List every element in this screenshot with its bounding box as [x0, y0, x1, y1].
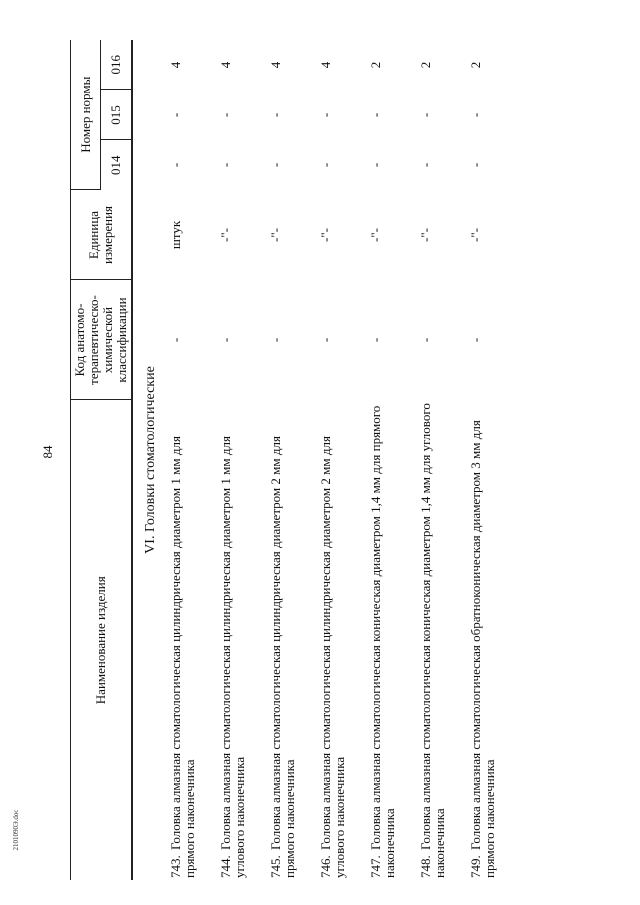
section-title: VI. Головки стоматологические	[143, 366, 158, 554]
table-row	[419, 40, 469, 880]
item-number: 749.	[468, 855, 483, 878]
page-number: 84	[40, 445, 55, 459]
item-name: Головка алмазная стоматологическая коническая диаметром 1,4 мм для прямого наконечника	[368, 405, 397, 878]
item-norm-014-cell: -	[468, 162, 483, 168]
item-name-cell	[219, 400, 269, 880]
table-row	[319, 40, 369, 880]
header-norm-014: 014	[101, 140, 132, 190]
item-norm-016-cell: 4	[168, 61, 183, 69]
norms-table	[70, 40, 519, 880]
item-norm-016-cell: 2	[368, 61, 383, 69]
item-unit-cell: -"-	[218, 228, 233, 242]
item-norm-015-cell: -	[268, 112, 283, 118]
item-number: 743.	[168, 855, 183, 878]
header-unit: Единица измерения	[71, 190, 133, 280]
item-atc-code-cell: -	[268, 337, 283, 343]
item-norm-014-cell: -	[218, 162, 233, 168]
item-name-cell	[469, 400, 519, 880]
item-norm-014-cell: -	[168, 162, 183, 168]
item-name: Головка алмазная стоматологическая цилиндрическая диаметром 2 мм для прямого наконечника	[268, 436, 297, 878]
item-norm-015-cell: -	[168, 112, 183, 118]
table-body	[132, 40, 519, 880]
item-name: Головка алмазная стоматологическая обратноконическая диаметром 3 мм для прямого наконечника	[468, 420, 497, 878]
table-row	[219, 40, 269, 880]
item-atc-code-cell: -	[468, 337, 483, 343]
item-norm-015-cell: -	[418, 112, 433, 118]
item-norm-016-cell: 2	[468, 61, 483, 69]
item-number: 746.	[318, 855, 333, 878]
header-norm-group: Номер нормы	[71, 40, 101, 190]
item-unit-cell: штук	[168, 220, 183, 250]
footer-doc-code: 2101090Э.doc	[12, 809, 20, 851]
table-row	[369, 40, 419, 880]
item-number: 744.	[218, 855, 233, 878]
item-atc-code-cell: -	[418, 337, 433, 343]
item-number: 747.	[368, 855, 383, 878]
item-name-cell	[319, 400, 369, 880]
item-norm-014-cell: -	[418, 162, 433, 168]
item-norm-015-cell: -	[468, 112, 483, 118]
table-row	[469, 40, 519, 880]
header-norm-016: 016	[101, 40, 132, 90]
item-name: Головка алмазная стоматологическая цилиндрическая диаметром 2 мм для углового наконечника	[318, 436, 347, 878]
section-row	[132, 40, 169, 880]
table-row	[169, 40, 219, 880]
item-norm-015-cell: -	[368, 112, 383, 118]
item-unit-cell: -"-	[318, 228, 333, 242]
item-atc-code-cell: -	[218, 337, 233, 343]
item-norm-016-cell: 4	[268, 61, 283, 69]
item-norm-016-cell: 2	[418, 61, 433, 69]
item-norm-015-cell: -	[318, 112, 333, 118]
item-norm-015-cell: -	[218, 112, 233, 118]
header-atc-code: Код анатомо-терапевтическо-химической классификации	[71, 280, 133, 400]
header-norm-015: 015	[101, 90, 132, 140]
item-norm-016-cell: 4	[218, 61, 233, 69]
item-name: Головка алмазная стоматологическая цилиндрическая диаметром 1 мм для углового наконечника	[218, 436, 247, 878]
item-atc-code-cell: -	[368, 337, 383, 343]
item-unit-cell: -"-	[418, 228, 433, 242]
item-name-cell	[419, 400, 469, 880]
item-name-cell	[269, 400, 319, 880]
item-unit-cell: -"-	[268, 228, 283, 242]
item-atc-code-cell: -	[168, 337, 183, 343]
item-unit-cell: -"-	[468, 228, 483, 242]
item-number: 748.	[418, 855, 433, 878]
item-norm-014-cell: -	[318, 162, 333, 168]
item-atc-code-cell: -	[318, 337, 333, 343]
table-row	[269, 40, 319, 880]
item-norm-014-cell: -	[268, 162, 283, 168]
rotated-sheet	[70, 40, 570, 880]
item-number: 745.	[268, 855, 283, 878]
item-name-cell	[369, 400, 419, 880]
item-name: Головка алмазная стоматологическая коническая диаметром 1,4 мм для углового наконечника	[418, 403, 447, 878]
item-norm-014-cell: -	[368, 162, 383, 168]
item-name-cell	[169, 400, 219, 880]
item-name: Головка алмазная стоматологическая цилиндрическая диаметром 1 мм для прямого наконечника	[168, 436, 197, 878]
item-unit-cell: -"-	[368, 228, 383, 242]
table-header	[71, 40, 133, 880]
header-name: Наименование изделия	[71, 400, 133, 880]
item-norm-016-cell: 4	[318, 61, 333, 69]
